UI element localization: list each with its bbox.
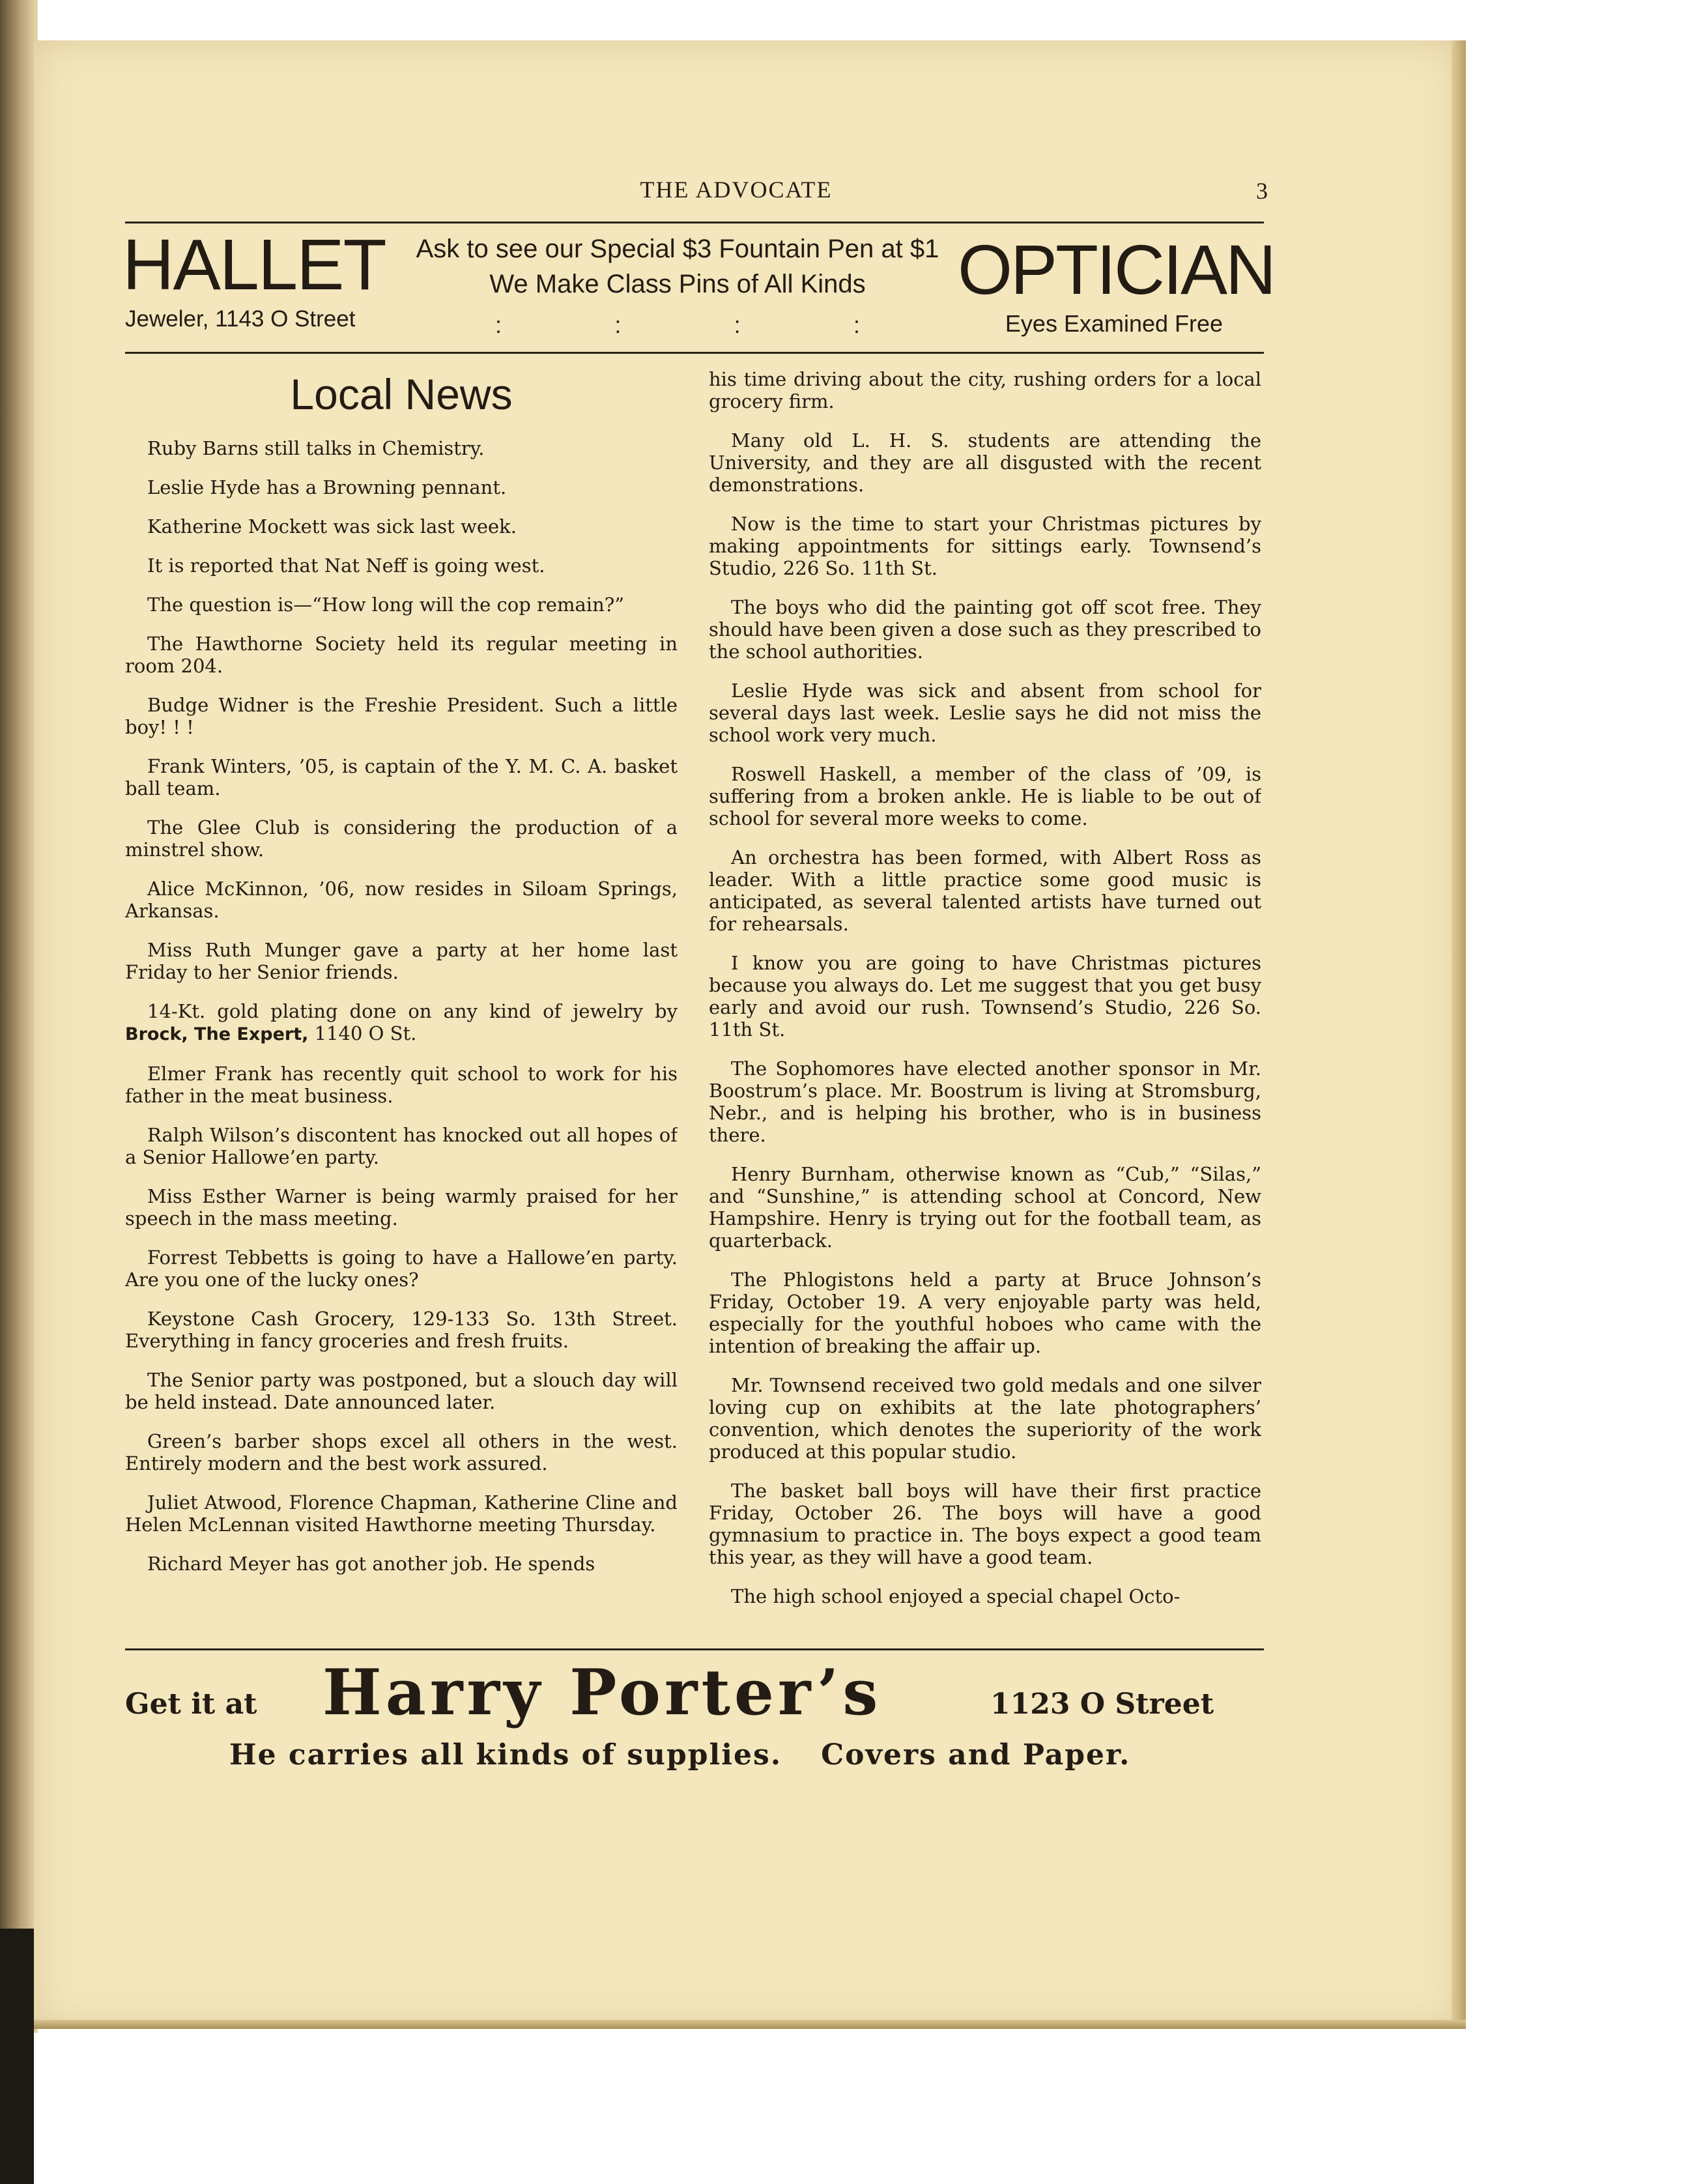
optician-tagline: Eyes Examined Free bbox=[1005, 310, 1224, 337]
news-item: An orchestra has been formed, with Albert Ross as leader. With a little practice some good music is anticipated, as several talented artists have turned out for rehearsals. bbox=[709, 846, 1261, 935]
news-item: Green’s barber shops excel all others in the west. Entirely modern and the best work assured. bbox=[125, 1430, 678, 1474]
news-item: Alice McKinnon, ’06, now resides in Siloam Springs, Arkansas. bbox=[125, 878, 678, 922]
class-pins-offer: We Make Class Pins of All Kinds bbox=[489, 270, 866, 298]
news-item: Ralph Wilson’s discontent has knocked out all hopes of a Senior Hallowe’en party. bbox=[125, 1124, 678, 1168]
news-items-left bbox=[125, 437, 678, 1575]
news-item: The high school enjoyed a special chapel Octo- bbox=[731, 1585, 1181, 1607]
header-rule bbox=[125, 222, 1264, 223]
news-item: The Senior party was postponed, but a slouch day will be held instead. Date announced later. bbox=[125, 1369, 678, 1413]
supplies-text: He carries all kinds of supplies. bbox=[229, 1738, 782, 1772]
fountain-pen-offer: Ask to see our Special $3 Fountain Pen at $1 bbox=[416, 235, 939, 263]
covers-text: Covers and Paper. bbox=[821, 1738, 1131, 1772]
news-item: The boys who did the painting got off scot free. They should have been given a dose such as they prescribed to the school authorities. bbox=[709, 596, 1261, 663]
ad-bottom-rule bbox=[125, 352, 1264, 354]
news-item: Frank Winters, ’05, is captain of the Y. M. C. A. basket ball team. bbox=[125, 755, 678, 799]
colon: : bbox=[495, 311, 502, 338]
page-bottom-edge bbox=[34, 2020, 1466, 2029]
news-item: Leslie Hyde was sick and absent from school for several days last week. Leslie says he did not miss the school work very much. bbox=[709, 680, 1261, 746]
book-binding-edge bbox=[0, 0, 38, 2033]
news-item: Many old L. H. S. students are attending the University, and they are all disgusted with the recent demonstrations. bbox=[709, 429, 1261, 496]
jewelry-ad-item bbox=[125, 1000, 678, 1046]
news-item: Leslie Hyde has a Browning pennant. bbox=[147, 476, 507, 498]
news-item: Richard Meyer has got another job. He spends bbox=[147, 1553, 595, 1575]
colon: : bbox=[734, 311, 741, 338]
news-item: The Sophomores have elected another sponsor in Mr. Boostrum’s place. Mr. Boostrum is living at Stromsburg, Nebr., and is helping his brother, who is in business there. bbox=[709, 1057, 1261, 1146]
section-title: Local News bbox=[290, 370, 513, 418]
news-item: Henry Burnham, otherwise known as “Cub,” “Silas,” and “Sunshine,” is attending school at Concord, New Hampshire. Henry is trying out for the football team, as quarterback. bbox=[709, 1163, 1261, 1252]
news-item: Miss Ruth Munger gave a party at her home last Friday to her Senior friends. bbox=[125, 939, 678, 983]
page-right-edge bbox=[1452, 40, 1466, 2029]
news-item: Roswell Haskell, a member of the class of ’09, is suffering from a broken ankle. He is liable to be out of school for several more weeks to come. bbox=[709, 763, 1261, 829]
hallet-name: HALLET bbox=[122, 225, 386, 305]
news-item: Juliet Atwood, Florence Chapman, Katherine Cline and Helen McLennan visited Hawthorne meeting Thursday. bbox=[125, 1491, 678, 1536]
left-column bbox=[125, 368, 678, 1629]
jewelry-text: 14-Kt. gold plating done on any kind of jewelry by bbox=[147, 1000, 678, 1022]
running-head: THE ADVOCATE bbox=[640, 177, 833, 203]
harry-porter-name: Harry Porter’s bbox=[322, 1656, 882, 1729]
continued-item: his time driving about the city, rushing orders for a local grocery firm. bbox=[709, 368, 1261, 412]
news-item: Mr. Townsend received two gold medals and one silver loving cup on exhibits at the late photographers’ convention, which denotes the superiority of the work produced at this popular studio. bbox=[709, 1374, 1261, 1463]
news-item: Now is the time to start your Christmas pictures by making appointments for sittings early. Townsend’s Studio, 226 So. 11th St. bbox=[709, 513, 1261, 579]
harry-porter-address: 1123 O Street bbox=[990, 1688, 1214, 1721]
colon: : bbox=[853, 311, 860, 338]
news-item: I know you are going to have Christmas pictures because you always do. Let me suggest that you get busy early and avoid our rush. Townsend’s Studio, 226 So. 11th St. bbox=[709, 952, 1261, 1041]
colon: : bbox=[614, 311, 622, 338]
right-column bbox=[709, 368, 1261, 1629]
page-number: 3 bbox=[1256, 178, 1268, 204]
optician-name: OPTICIAN bbox=[958, 230, 1275, 309]
news-item: The basket ball boys will have their first practice Friday, October 26. The boys will have a good gymnasium to practice in. The boys expect a good team this year, as they will have a good team. bbox=[709, 1480, 1261, 1568]
news-item: Keystone Cash Grocery, 129-133 So. 13th Street. Everything in fancy groceries and fresh fruits. bbox=[125, 1308, 678, 1352]
hallet-address: Jeweler, 1143 O Street bbox=[125, 306, 356, 332]
news-item: The question is—“How long will the cop remain?” bbox=[147, 594, 625, 616]
news-item: Katherine Mockett was sick last week. bbox=[147, 515, 517, 538]
news-item: Elmer Frank has recently quit school to work for his father in the meat business. bbox=[125, 1063, 678, 1107]
news-item: Miss Esther Warner is being warmly praised for her speech in the mass meeting. bbox=[125, 1185, 678, 1229]
get-it-at: Get it at bbox=[125, 1688, 257, 1721]
news-item: Budge Widner is the Freshie President. Such a little boy! ! ! bbox=[125, 694, 678, 738]
jewelry-address: 1140 O St. bbox=[308, 1022, 417, 1044]
colon-separators bbox=[495, 311, 860, 339]
brock-brand: Brock, The Expert, bbox=[125, 1024, 309, 1044]
news-item: The Phlogistons held a party at Bruce Johnson’s Friday, October 19. A very enjoyable party was held, especially for the youthful hoboes who came with the intention of breaking the affair up. bbox=[709, 1269, 1261, 1357]
news-item: It is reported that Nat Neff is going west. bbox=[147, 554, 545, 577]
news-item: Forrest Tebbetts is going to have a Hallowe’en party. Are you one of the lucky ones? bbox=[125, 1246, 678, 1291]
news-item: Ruby Barns still talks in Chemistry. bbox=[147, 437, 485, 459]
news-item: The Hawthorne Society held its regular meeting in room 204. bbox=[125, 633, 678, 677]
footer-ad-rule bbox=[125, 1648, 1264, 1650]
supplies-line bbox=[229, 1738, 1154, 1772]
book-binding-shadow bbox=[0, 1929, 34, 2184]
news-item: The Glee Club is considering the production of a minstrel show. bbox=[125, 816, 678, 861]
